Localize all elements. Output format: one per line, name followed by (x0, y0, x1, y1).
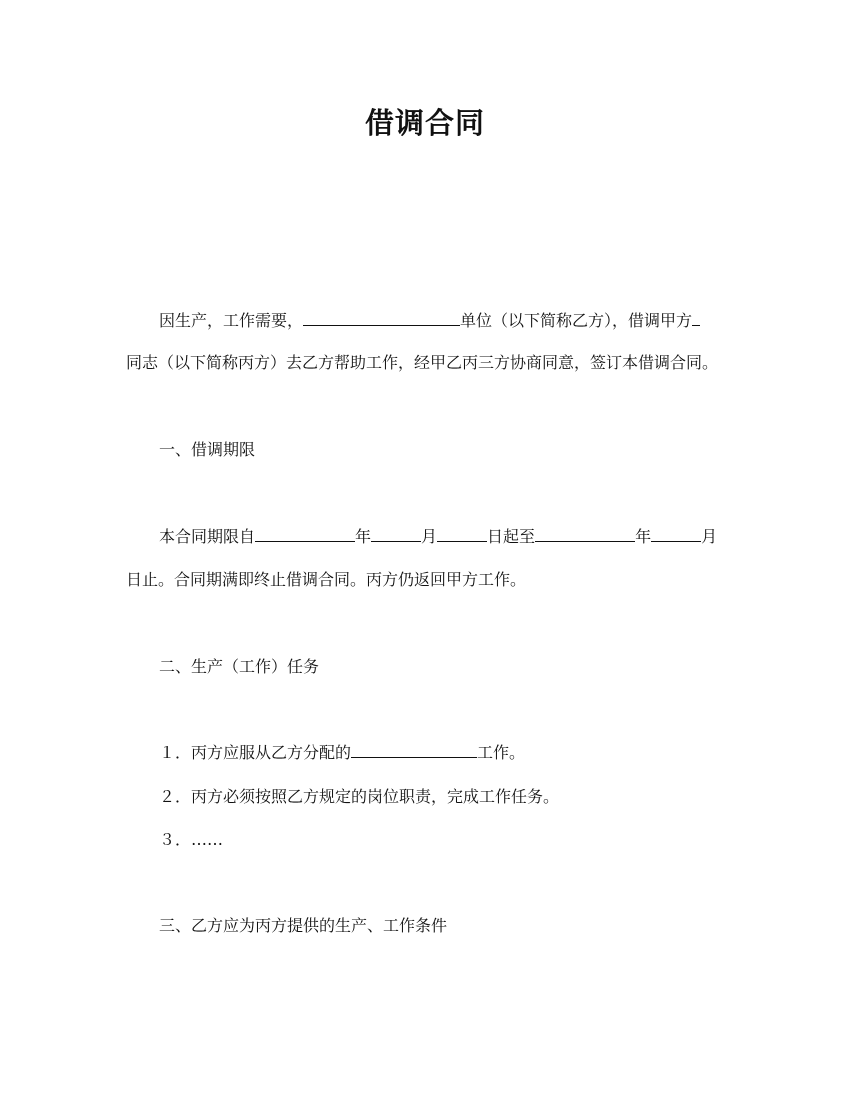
document-title: 借调合同 (364, 106, 485, 140)
intro-text-1a: 因生产，工作需要， (159, 311, 304, 330)
intro-line-1 (159, 310, 700, 332)
term-text-from: 本合同期限自 (159, 527, 256, 546)
term-month-label-1: 月 (421, 527, 438, 546)
section-heading-term: 一、借调期限 (159, 440, 256, 459)
blank-start-day (437, 527, 487, 542)
term-line-2: 日止。合同期满即终止借调合同。丙方仍返回甲方工作。 (126, 570, 527, 589)
task-item-2: ２．丙方必须按照乙方规定的岗位职责，完成工作任务。 (159, 787, 560, 806)
term-year-label-2: 年 (635, 527, 652, 546)
term-month-label-2: 月 (701, 527, 718, 546)
task-item-3: ３．…… (159, 830, 224, 849)
term-year-label-1: 年 (355, 527, 372, 546)
intro-line-2: 同志（以下简称丙方）去乙方帮助工作，经甲乙丙三方协商同意，签订本借调合同。 (126, 353, 719, 372)
term-day-from-label: 日起至 (487, 527, 536, 546)
blank-unit-name (303, 311, 460, 326)
blank-end-month (651, 527, 701, 542)
intro-text-1b: 单位（以下简称乙方），借调甲方 (460, 311, 693, 330)
task-item-1-text-b: 工作。 (477, 743, 526, 762)
task-item-1 (159, 742, 525, 764)
term-line-1 (159, 526, 717, 548)
task-item-1-text-a: １．丙方应服从乙方分配的 (159, 743, 352, 762)
blank-end-year (535, 527, 635, 542)
section-heading-tasks: 二、生产（工作）任务 (159, 657, 320, 676)
blank-start-year (255, 527, 355, 542)
blank-job-assignment (351, 743, 477, 758)
blank-start-month (371, 527, 421, 542)
blank-person-name (692, 311, 700, 326)
section-heading-conditions: 三、乙方应为丙方提供的生产、工作条件 (159, 916, 448, 935)
